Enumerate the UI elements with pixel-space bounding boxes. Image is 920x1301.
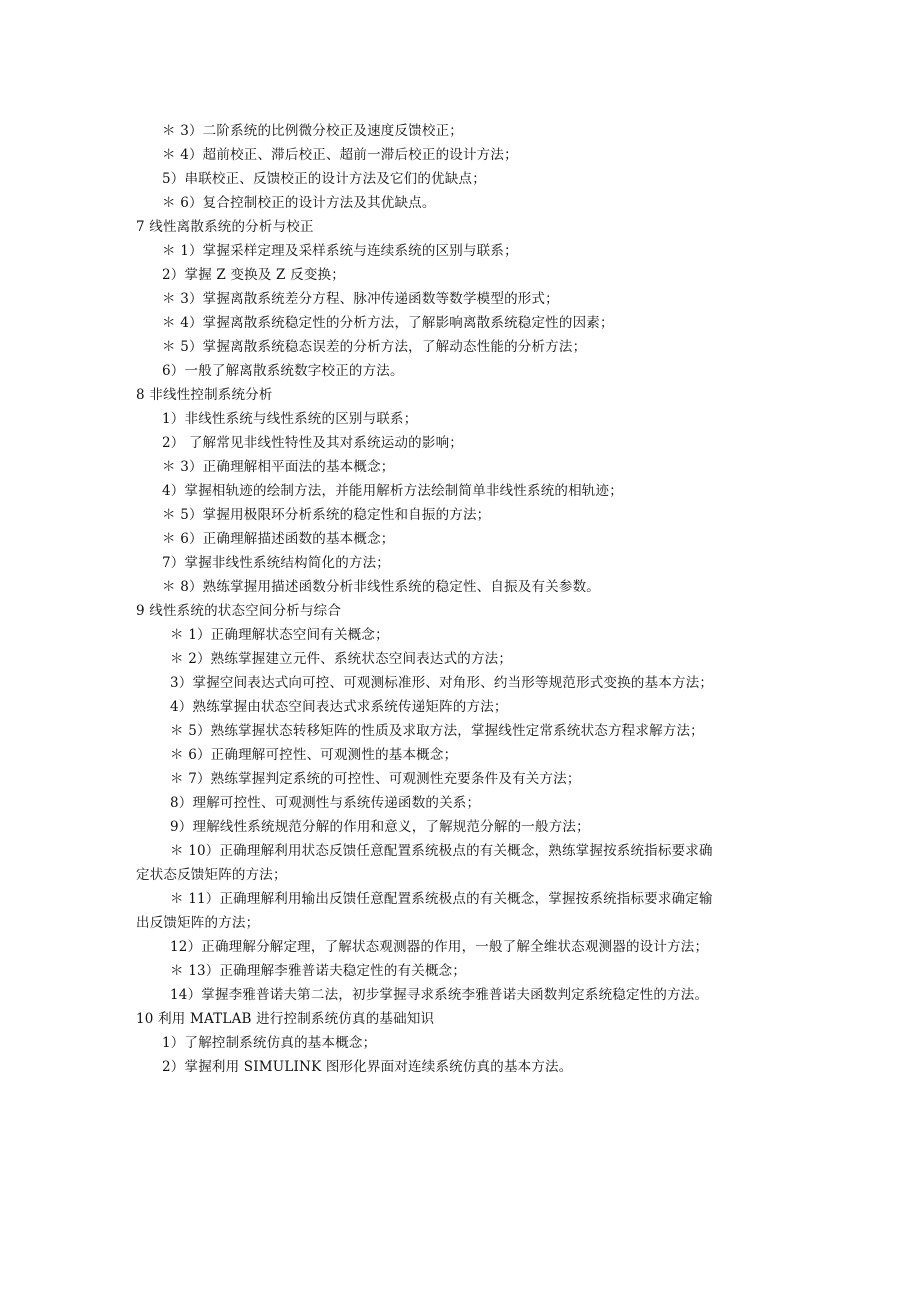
list-item: 5）串联校正、反馈校正的设计方法及它们的优缺点； xyxy=(162,171,486,187)
section-heading: 9 线性系统的状态空间分析与综合 xyxy=(136,603,342,619)
list-item: ＊ 2）熟练掌握建立元件、系统状态空间表达式的方法； xyxy=(170,651,513,667)
list-item: 6）一般了解离散系统数字校正的方法。 xyxy=(162,363,404,379)
list-item: 12）正确理解分解定理，了解状态观测器的作用，一般了解全维状态观测器的设计方法； xyxy=(170,939,709,955)
list-item-continuation: 定状态反馈矩阵的方法； xyxy=(136,867,287,883)
list-item: 2）掌握 Z 变换及 Z 反变换； xyxy=(162,267,345,283)
section-heading: 10 利用 MATLAB 进行控制系统仿真的基础知识 xyxy=(136,1011,435,1027)
list-item: 1）非线性系统与线性系统的区别与联系； xyxy=(162,411,418,427)
list-item-continuation: 出反馈矩阵的方法； xyxy=(136,915,260,931)
list-item: ＊ 4）掌握离散系统稳定性的分析方法，了解影响离散系统稳定性的因素； xyxy=(162,315,614,331)
list-item: ＊ 3）正确理解相平面法的基本概念； xyxy=(162,459,395,475)
list-item: 3）掌握空间表达式向可控、可观测标准形、对角形、约当形等规范形式变换的基本方法； xyxy=(170,675,714,691)
list-item: 4）掌握相轨迹的绘制方法，并能用解析方法绘制简单非线性系统的相轨迹； xyxy=(162,483,623,499)
list-item: 2）掌握利用 SIMULINK 图形化界面对连续系统仿真的基本方法。 xyxy=(162,1059,573,1075)
section-heading: 7 线性离散系统的分析与校正 xyxy=(136,219,314,235)
list-item: ＊ 1）正确理解状态空间有关概念； xyxy=(170,627,389,643)
list-item: ＊ 13）正确理解李雅普诺夫稳定性的有关概念； xyxy=(170,963,467,979)
section-heading: 8 非线性控制系统分析 xyxy=(136,387,273,403)
list-item: ＊ 7）熟练掌握判定系统的可控性、可观测性充要条件及有关方法； xyxy=(170,771,581,787)
list-item: ＊ 6）正确理解可控性、可观测性的基本概念； xyxy=(170,747,458,763)
list-item: 8）理解可控性、可观测性与系统传递函数的关系； xyxy=(170,795,481,811)
list-item: 7）掌握非线性系统结构简化的方法； xyxy=(162,555,390,571)
list-item: ＊ 6）复合控制校正的设计方法及其优缺点。 xyxy=(162,195,436,211)
list-item: 2） 了解常见非线性特性及其对系统运动的影响； xyxy=(162,435,463,451)
list-item: ＊ 4）超前校正、滞后校正、超前一滞后校正的设计方法； xyxy=(162,147,518,163)
list-item: ＊ 3）二阶系统的比例微分校正及速度反馈校正； xyxy=(162,123,463,139)
list-item: ＊ 5）掌握用极限环分析系统的稳定性和自振的方法； xyxy=(162,507,491,523)
list-item: ＊ 8）熟练掌握用描述函数分析非线性系统的稳定性、自振及有关参数。 xyxy=(162,579,600,595)
list-item: 9）理解线性系统规范分解的作用和意义，了解规范分解的一般方法； xyxy=(170,819,590,835)
list-item: ＊ 5）掌握离散系统稳态误差的分析方法，了解动态性能的分析方法； xyxy=(162,339,587,355)
list-item: ＊ 3）掌握离散系统差分方程、脉冲传递函数等数学模型的形式； xyxy=(162,291,559,307)
list-item: ＊ 5）熟练掌握状态转移矩阵的性质及求取方法，掌握线性定常系统状态方程求解方法； xyxy=(170,723,704,739)
list-item: ＊ 11）正确理解利用输出反馈任意配置系统极点的有关概念，掌握按系统指标要求确定输 xyxy=(170,891,713,907)
list-item: 14）掌握李雅普诺夫第二法，初步掌握寻求系统李雅普诺夫函数判定系统稳定性的方法。 xyxy=(170,987,709,1003)
list-item: ＊ 1）掌握采样定理及采样系统与连续系统的区别与联系； xyxy=(162,243,518,259)
list-item: ＊ 10）正确理解利用状态反馈任意配置系统极点的有关概念，熟练掌握按系统指标要求确 xyxy=(170,843,713,859)
list-item: ＊ 6）正确理解描述函数的基本概念； xyxy=(162,531,395,547)
list-item: 4）熟练掌握由状态空间表达式求系统传递矩阵的方法； xyxy=(170,699,508,715)
list-item: 1）了解控制系统仿真的基本概念； xyxy=(162,1035,377,1051)
